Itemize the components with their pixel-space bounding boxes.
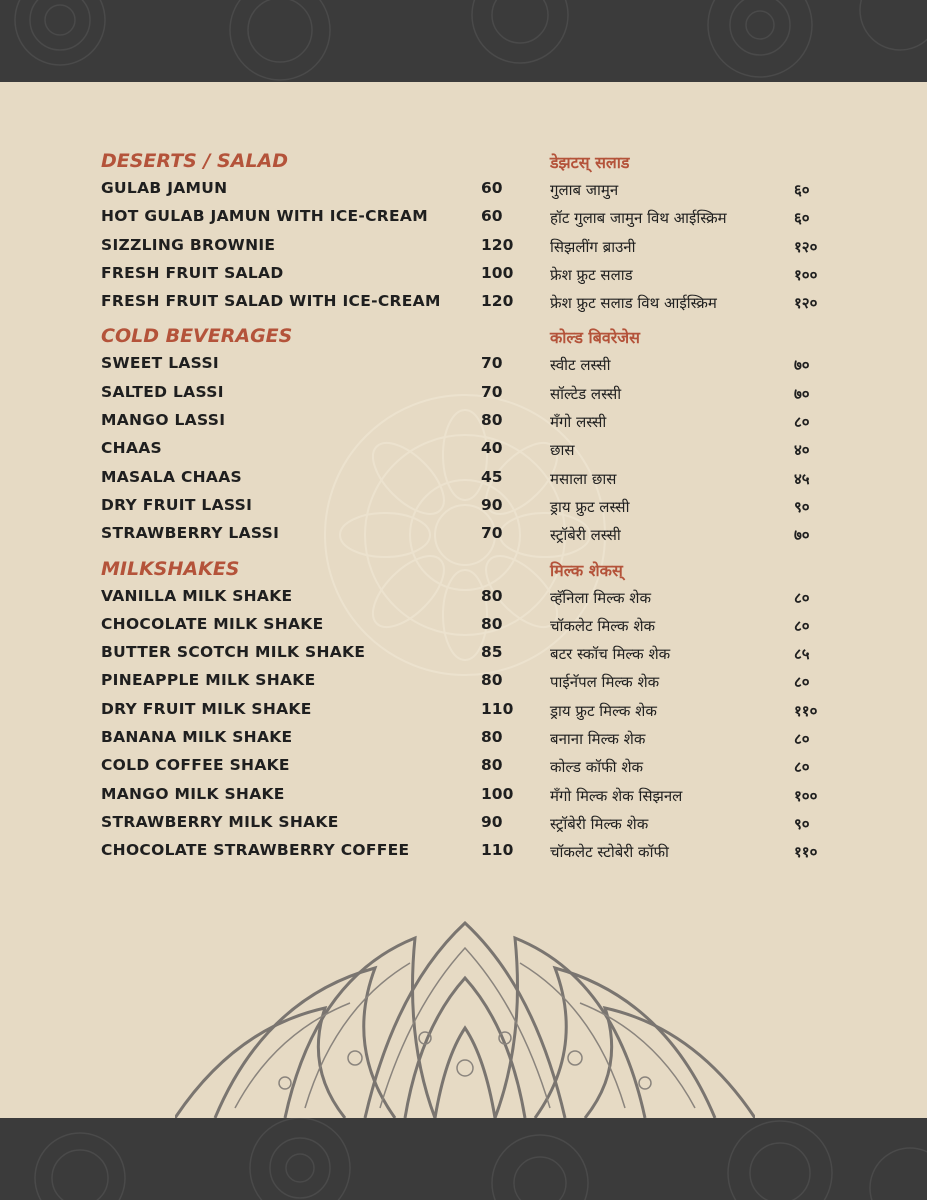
item-name: चॉकलेट मिल्क शेक [550,616,656,635]
menu-item [550,521,840,549]
bottom-decorative-band [0,1118,927,1200]
item-price: 120 [481,292,514,311]
item-price: 70 [481,524,503,543]
menu-item [101,259,521,287]
item-name: पाईनॅपल मिल्क शेक [550,673,660,692]
menu-item [550,810,840,838]
top-decorative-band [0,0,927,82]
menu-item [101,349,521,377]
section-title-milkshakes-marathi: मिल्क शेकस् [550,560,623,580]
item-name: HOT GULAB JAMUN WITH ICE-CREAM [101,207,428,226]
menu-item [550,838,840,866]
item-name: GULAB JAMUN [101,179,228,197]
menu-item [550,725,840,753]
item-price: ९० [794,814,810,833]
item-name: BUTTER SCOTCH MILK SHAKE [101,643,366,662]
item-name: PINEAPPLE MILK SHAKE [101,671,316,690]
section-title-milkshakes: MILKSHAKES [101,557,240,580]
item-name: हॉट गुलाब जामुन विथ आईस्क्रिम [550,209,727,228]
item-name: CHOCOLATE STRAWBERRY COFFEE [101,841,410,860]
item-price: ८० [794,730,810,749]
item-name: MASALA CHAAS [101,467,242,486]
item-name: SWEET LASSI [101,354,219,373]
menu-item [101,723,521,751]
menu-item [101,231,521,259]
item-price: ६० [794,209,810,228]
menu-item [101,610,521,638]
item-name: मॅंगो लस्सी [550,413,607,432]
item-price: 100 [481,263,514,282]
item-price: 100 [481,784,514,803]
item-name: बटर स्कॉच मिल्क शेक [550,645,671,664]
item-name: MANGO LASSI [101,411,226,430]
menu-item [101,519,521,547]
menu-item [101,406,521,434]
item-price: 80 [481,411,503,430]
menu-item [550,261,840,289]
menu-item [550,493,840,521]
item-name: FRESH FRUIT SALAD WITH ICE-CREAM [101,292,441,311]
menu-item [550,612,840,640]
item-name: VANILLA MILK SHAKE [101,586,293,605]
item-price: ७० [794,384,810,403]
item-price: ४५ [794,469,810,488]
item-price: ८० [794,588,810,607]
item-name: BANANA MILK SHAKE [101,728,293,747]
menu-item [101,378,521,406]
item-name: मसाला छास [550,469,617,488]
item-name: CHAAS [101,439,163,458]
item-price: ८० [794,758,810,777]
menu-item [101,751,521,779]
menu-item [101,434,521,462]
menu-item [550,233,840,261]
item-price: 70 [481,354,503,373]
menu-item [550,351,840,379]
item-price: 85 [481,643,503,662]
item-price: ८० [794,616,810,635]
menu-item [101,202,521,230]
item-price: 80 [481,728,503,747]
section-title-cold-beverages-marathi: कोल्ड बिवरेजेस [550,328,640,348]
menu-item [550,465,840,493]
item-price: 90 [481,495,503,514]
section-title-deserts: DESERTS / SALAD [101,150,288,172]
item-price: ११० [794,843,818,862]
item-name: व्हॅनिला मिल्क शेक [550,588,651,607]
band-pattern-icon [0,0,927,82]
item-price: ८० [794,673,810,692]
item-name: ड्राय फ्रुट लस्सी [550,497,630,516]
item-name: STRAWBERRY MILK SHAKE [101,812,339,831]
item-name: गुलाब जामुन [550,181,619,199]
item-name: स्ट्रॉबेरी मिल्क शेक [550,814,649,833]
menu-item [550,782,840,810]
menu-item [101,695,521,723]
lotus-mandala-icon [175,918,755,1118]
item-name: स्ट्रॉबेरी लस्सी [550,526,621,545]
item-price: ११० [794,701,818,720]
menu-item [550,584,840,612]
item-name: चॉकलेट स्टोबेरी कॉफी [550,843,669,862]
menu-item [101,491,521,519]
item-name: छास [550,441,575,460]
item-price: ९० [794,497,810,516]
item-price: १२० [794,237,818,256]
item-name: FRESH FRUIT SALAD [101,263,284,282]
menu-item [550,408,840,436]
menu-item [550,668,840,696]
item-price: 45 [481,467,503,486]
item-name: CHOCOLATE MILK SHAKE [101,614,324,633]
item-price: 110 [481,699,514,718]
item-price: 70 [481,382,503,401]
item-price: 80 [481,756,503,775]
menu-item [101,287,521,315]
item-price: 90 [481,812,503,831]
item-name: MANGO MILK SHAKE [101,784,285,803]
item-name: सॉल्टेड लस्सी [550,384,622,403]
item-name: COLD COFFEE SHAKE [101,756,290,775]
menu-item [101,638,521,666]
menu-item [550,753,840,781]
english-menu-column [101,148,521,865]
item-price: ८० [794,413,810,432]
item-price: 120 [481,235,514,254]
item-price: १०० [794,265,818,284]
menu-item [550,436,840,464]
item-name: DRY FRUIT MILK SHAKE [101,699,312,718]
menu-item [101,836,521,864]
menu-item [101,808,521,836]
item-price: 40 [481,439,503,458]
item-name: फ्रेश फ्रुट सलाड विथ आईस्क्रिम [550,294,717,313]
menu-item [550,176,840,204]
item-price: 60 [481,207,503,226]
item-price: १०० [794,786,818,805]
item-price: 60 [481,179,503,197]
item-name: SIZZLING BROWNIE [101,235,276,254]
menu-item [101,463,521,491]
menu-item [550,697,840,725]
item-name: बनाना मिल्क शेक [550,730,646,749]
menu-item [550,380,840,408]
menu-item [550,640,840,668]
item-name: सिझलींग ब्राउनी [550,237,636,256]
item-price: १२० [794,294,818,313]
item-name: SALTED LASSI [101,382,224,401]
item-price: 80 [481,614,503,633]
item-price: ४० [794,441,810,460]
item-name: स्वीट लस्सी [550,356,611,375]
item-price: ६० [794,181,810,199]
item-name: ड्राय फ्रुट मिल्क शेक [550,701,657,720]
menu-item [550,204,840,232]
section-title-deserts-marathi: डेझटस् सलाड [550,153,630,172]
menu-item [101,780,521,808]
section-title-cold-beverages: COLD BEVERAGES [101,325,293,348]
marathi-menu-column [550,150,840,867]
item-name: मॅंगो मिल्क शेक सिझनल [550,786,683,805]
menu-item [101,582,521,610]
menu-item [101,174,521,202]
item-name: STRAWBERRY LASSI [101,524,280,543]
item-price: 80 [481,586,503,605]
item-price: ८५ [794,645,810,664]
item-name: कोल्ड कॉफी शेक [550,758,644,777]
menu-item [550,289,840,317]
item-name: DRY FRUIT LASSI [101,495,253,514]
item-price: 80 [481,671,503,690]
band-pattern-icon [0,1118,927,1200]
item-price: ७० [794,526,810,545]
menu-item [101,666,521,694]
item-name: फ्रेश फ्रुट सलाड [550,265,633,284]
item-price: 110 [481,841,514,860]
item-price: ७० [794,356,810,375]
